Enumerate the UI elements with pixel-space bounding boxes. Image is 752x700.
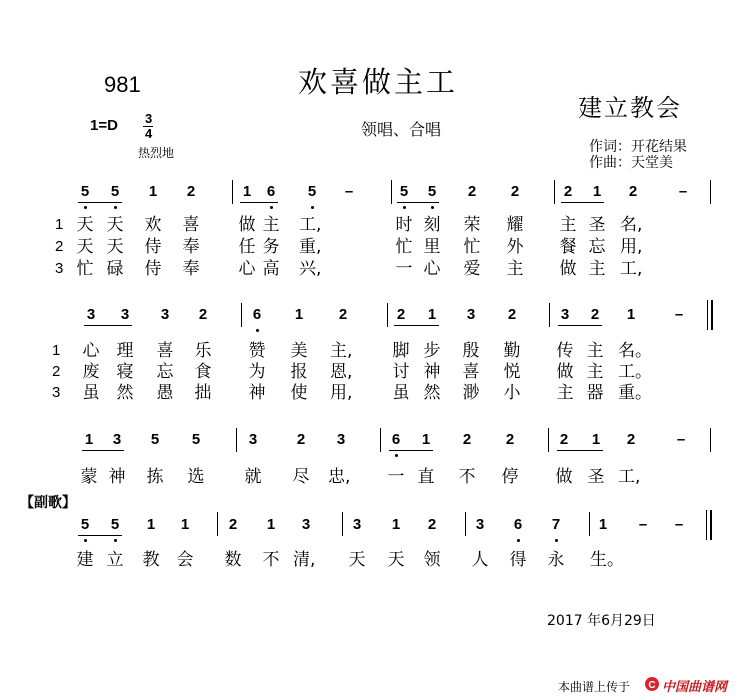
barline [710, 428, 711, 452]
lyric: 得 [509, 550, 527, 570]
note: 2 [559, 431, 569, 448]
note: 2 [186, 183, 196, 200]
lyric: 然 [116, 383, 134, 403]
lyric: 虽 [392, 383, 410, 403]
lyric: 喜 [182, 215, 200, 235]
lyric: 工。 [618, 362, 652, 382]
lyric: 喜 [462, 362, 480, 382]
note: 1 [294, 306, 304, 323]
lyric: 一 [387, 467, 405, 487]
lyric: 荣 [463, 215, 481, 235]
lyric: 耀 [506, 215, 524, 235]
lyric: 使 [290, 383, 308, 403]
barline [380, 428, 381, 452]
lyric: 传 [556, 341, 574, 361]
lyric: 为 [248, 362, 266, 382]
note: 5 [80, 183, 90, 200]
low-octave-dot [84, 206, 87, 209]
lyric: 一 [395, 259, 413, 279]
lyric: 不 [262, 550, 280, 570]
low-octave-dot [84, 539, 87, 542]
lyric: 恩, [330, 362, 353, 382]
lyric: 神 [423, 362, 441, 382]
note: 2 [467, 183, 477, 200]
note: 6 [391, 431, 401, 448]
note: 6 [266, 183, 276, 200]
lyric: 主 [586, 362, 604, 382]
lyric: 做 [555, 467, 573, 487]
lyric: 天 [76, 237, 94, 257]
dash: – [344, 183, 354, 200]
svg-text:C: C [648, 680, 656, 691]
note: 3 [466, 306, 476, 323]
lyric: 永 [547, 550, 565, 570]
note: 1 [180, 516, 190, 533]
lyric: 忘 [156, 362, 174, 382]
lyric: 心 [82, 341, 100, 361]
lyric: 重。 [618, 383, 652, 403]
lyric: 清, [293, 550, 316, 570]
barline [387, 303, 388, 327]
note: 2 [198, 306, 208, 323]
song-number: 981 [104, 72, 141, 97]
note: 1 [598, 516, 608, 533]
lyric: 工, [299, 215, 322, 235]
lyric: 愚 [156, 383, 174, 403]
lyric: 殷 [462, 341, 480, 361]
low-octave-dot [431, 206, 434, 209]
note: 3 [336, 431, 346, 448]
note: 5 [427, 183, 437, 200]
dash: – [638, 516, 648, 533]
lyric: 理 [116, 341, 134, 361]
beam [82, 450, 124, 451]
chorus-label: 【副歌】 [20, 495, 76, 511]
beam [558, 325, 602, 326]
note: 2 [396, 306, 406, 323]
lyric: 小 [503, 383, 521, 403]
beam [561, 202, 604, 203]
lyric: 工, [620, 259, 643, 279]
lyric: 主 [506, 259, 524, 279]
lyric: 里 [423, 237, 441, 257]
lyric: 领 [423, 550, 441, 570]
verse-number: 1 [55, 216, 64, 233]
low-octave-dot [555, 539, 558, 542]
barline [217, 512, 218, 536]
lyric: 做 [556, 362, 574, 382]
dash: – [678, 183, 688, 200]
note: 6 [252, 306, 262, 323]
lyric: 侍 [144, 259, 162, 279]
low-octave-dot [517, 539, 520, 542]
lyric: 乐 [194, 341, 212, 361]
tempo-marking: 热烈地 [138, 146, 175, 160]
note: 2 [505, 431, 515, 448]
beam [78, 202, 122, 203]
lyric: 器 [586, 383, 604, 403]
lyric: 主 [262, 215, 280, 235]
note: 3 [475, 516, 485, 533]
lyric: 心 [238, 259, 256, 279]
lyric: 忙 [76, 259, 94, 279]
low-octave-dot [395, 454, 398, 457]
note: 5 [110, 516, 120, 533]
verse-number: 3 [55, 260, 64, 277]
date: 2017 年6月29日 [547, 613, 656, 629]
lyric: 生。 [590, 550, 624, 570]
lyric: 神 [248, 383, 266, 403]
lyric: 神 [108, 467, 126, 487]
performance-mode: 领唱、合唱 [361, 120, 442, 139]
lyric: 爱 [463, 259, 481, 279]
lyric: 碌 [106, 259, 124, 279]
lyric: 直 [417, 467, 435, 487]
lyric: 天 [106, 215, 124, 235]
lyric: 天 [76, 215, 94, 235]
verse-number: 2 [52, 363, 61, 380]
low-octave-dot [256, 329, 259, 332]
note: 2 [507, 306, 517, 323]
dash: – [674, 516, 684, 533]
lyric: 忙 [463, 237, 481, 257]
lyric: 主 [559, 215, 577, 235]
note: 1 [146, 516, 156, 533]
note: 2 [626, 431, 636, 448]
note: 1 [242, 183, 252, 200]
dash: – [676, 431, 686, 448]
note: 5 [307, 183, 317, 200]
barline [549, 303, 550, 327]
lyric: 主 [588, 259, 606, 279]
lyric: 渺 [462, 383, 480, 403]
lyric: 建 [76, 550, 94, 570]
lyric: 停 [501, 467, 519, 487]
lyric: 侍 [144, 237, 162, 257]
note: 3 [301, 516, 311, 533]
note: 5 [110, 183, 120, 200]
lyric: 勤 [503, 341, 521, 361]
lyric: 外 [506, 237, 524, 257]
low-octave-dot [114, 539, 117, 542]
note: 2 [338, 306, 348, 323]
lyric: 务 [262, 237, 280, 257]
note: 2 [228, 516, 238, 533]
note: 2 [427, 516, 437, 533]
final-barline [706, 510, 707, 540]
lyric: 奉 [182, 259, 200, 279]
lyric: 美 [290, 341, 308, 361]
note: 1 [626, 306, 636, 323]
lyric: 用, [330, 383, 353, 403]
low-octave-dot [403, 206, 406, 209]
note: 5 [191, 431, 201, 448]
lyric: 选 [187, 467, 205, 487]
barline [710, 180, 711, 204]
final-barline [710, 510, 712, 540]
barline [589, 512, 590, 536]
lyric: 不 [458, 467, 476, 487]
barline [548, 428, 549, 452]
note: 1 [427, 306, 437, 323]
lyric: 名, [620, 215, 643, 235]
lyric: 食 [194, 362, 212, 382]
lyric: 欢 [144, 215, 162, 235]
lyric: 天 [348, 550, 366, 570]
barline [232, 180, 233, 204]
lyric: 主, [330, 341, 353, 361]
low-octave-dot [114, 206, 117, 209]
beam [240, 202, 278, 203]
lyric: 天 [106, 237, 124, 257]
lyric: 忠, [328, 467, 351, 487]
note: 1 [391, 516, 401, 533]
beam [394, 325, 439, 326]
lyric: 拙 [194, 383, 212, 403]
note: 2 [563, 183, 573, 200]
note: 5 [80, 516, 90, 533]
note: 5 [150, 431, 160, 448]
lyric: 时 [395, 215, 413, 235]
barline [465, 512, 466, 536]
lyric: 餐 [559, 237, 577, 257]
note: 3 [112, 431, 122, 448]
lyric: 立 [106, 550, 124, 570]
note: 3 [120, 306, 130, 323]
lyric: 废 [82, 362, 100, 382]
barline [554, 180, 555, 204]
lyric: 会 [176, 550, 194, 570]
low-octave-dot [311, 206, 314, 209]
note: 2 [510, 183, 520, 200]
lyric: 拣 [146, 467, 164, 487]
verse-number: 2 [55, 238, 64, 255]
verse-number: 3 [52, 384, 61, 401]
lyric: 名。 [618, 341, 652, 361]
lyric: 兴, [299, 259, 322, 279]
lyric: 刻 [423, 215, 441, 235]
beam [397, 202, 439, 203]
site-name: 中国曲谱网 [662, 680, 728, 695]
note: 2 [462, 431, 472, 448]
lyric: 忘 [588, 237, 606, 257]
lyric: 喜 [156, 341, 174, 361]
lyric: 报 [290, 362, 308, 382]
lyric: 任 [238, 237, 256, 257]
note: 3 [352, 516, 362, 533]
lyric: 圣 [588, 215, 606, 235]
barline [236, 428, 237, 452]
dash: – [674, 306, 684, 323]
key-signature: 1=D [90, 117, 118, 134]
footer-upload-text: 本曲谱上传于 [558, 680, 631, 694]
lyric: 就 [244, 467, 262, 487]
note: 2 [296, 431, 306, 448]
lyric: 赞 [248, 341, 266, 361]
note: 3 [248, 431, 258, 448]
lyric: 重, [299, 237, 322, 257]
time-signature-top: 3 [145, 111, 153, 126]
note: 1 [84, 431, 94, 448]
lyric: 然 [423, 383, 441, 403]
song-title: 欢喜做主工 [298, 65, 459, 99]
lyric: 奉 [182, 237, 200, 257]
lyric: 圣 [587, 467, 605, 487]
composer: 作曲：天堂美 [589, 155, 673, 171]
lyric: 做 [238, 215, 256, 235]
note: 3 [86, 306, 96, 323]
barline [391, 180, 392, 204]
note: 5 [399, 183, 409, 200]
beam [557, 450, 603, 451]
lyric: 主 [556, 383, 574, 403]
lyric: 步 [423, 341, 441, 361]
lyric: 脚 [392, 341, 410, 361]
lyric: 寝 [116, 362, 134, 382]
note: 7 [551, 516, 561, 533]
beam [84, 325, 132, 326]
note: 1 [266, 516, 276, 533]
lyricist: 作词：开花结果 [589, 139, 687, 155]
church-name: 建立教会 [578, 94, 682, 122]
barline [342, 512, 343, 536]
note: 1 [421, 431, 431, 448]
lyric: 高 [262, 259, 280, 279]
lyric: 数 [224, 550, 242, 570]
lyric: 讨 [392, 362, 410, 382]
lyric: 虽 [82, 383, 100, 403]
note: 1 [592, 183, 602, 200]
lyric: 忙 [395, 237, 413, 257]
note: 1 [148, 183, 158, 200]
beam [78, 535, 122, 536]
lyric: 悦 [503, 362, 521, 382]
final-barline [707, 300, 708, 330]
beam [389, 450, 433, 451]
lyric: 蒙 [80, 467, 98, 487]
lyric: 人 [471, 550, 489, 570]
barline [241, 303, 242, 327]
site-logo-icon [644, 676, 660, 692]
lyric: 用, [620, 237, 643, 257]
lyric: 天 [387, 550, 405, 570]
lyric: 主 [586, 341, 604, 361]
note: 3 [560, 306, 570, 323]
verse-number: 1 [52, 342, 61, 359]
note: 6 [513, 516, 523, 533]
lyric: 尽 [292, 467, 310, 487]
time-signature-bottom: 4 [145, 126, 153, 141]
lyric: 教 [142, 550, 160, 570]
lyric: 心 [423, 259, 441, 279]
final-barline [711, 300, 713, 330]
low-octave-dot [270, 206, 273, 209]
note: 3 [160, 306, 170, 323]
note: 1 [591, 431, 601, 448]
lyric: 工, [618, 467, 641, 487]
note: 2 [590, 306, 600, 323]
lyric: 做 [559, 259, 577, 279]
note: 2 [628, 183, 638, 200]
